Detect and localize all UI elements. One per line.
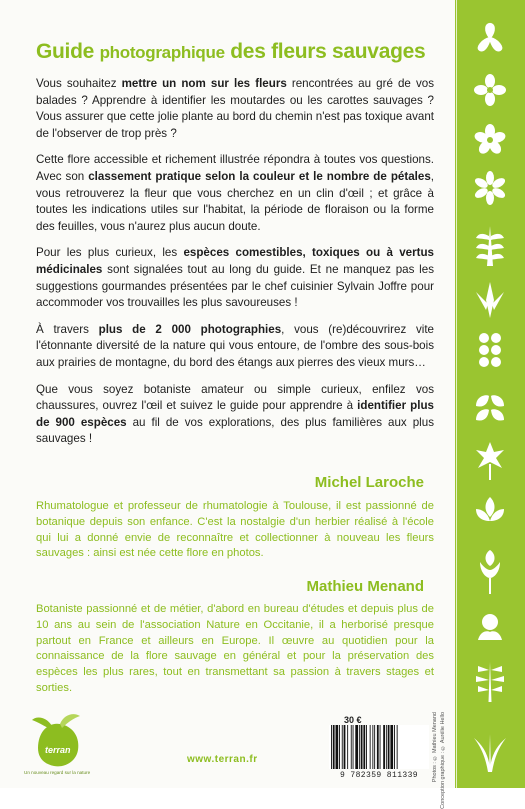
round-leaf-icon — [472, 610, 508, 646]
text: À travers — [36, 322, 99, 336]
text: rencontrées au gré de vos balades ? Apprendre à identifier les moutardes ou les carottes sauvages ? Vous assurer que cette jolie plante au bord du chemin n'est pas toxique avant de l'observer de trop près ? — [36, 77, 434, 140]
four-petal-flower-icon — [472, 72, 508, 108]
page-title — [36, 40, 436, 64]
text: Pour les plus curieux, les — [36, 246, 184, 260]
pinnate-leaf-icon — [472, 222, 508, 270]
title-part-1: Guide — [36, 40, 95, 63]
author-bio-2: Botaniste passionné et de métier, d'abord en bureau d'études et depuis plus de 10 ans au sein de l'association Nature en Occitanie, il a herborisé presque partout en France et ailleurs en Europe. Il œuvre au quotidien pour la connaissance de la flore sauvage en général et pour la préservation des espèces les plus rares, tout en transmettant sa passion à travers stages et sorties. — [36, 603, 434, 694]
paragraph-5 — [36, 382, 434, 448]
bud-flower-icon — [472, 495, 508, 531]
text: sont signalées tout au long du guide. Et ne manquez pas les suggestions gourmandes présentées par le chef cuisinier Sylvain Joffre pour accommoder vos trouvailles les plus savoureuses ! — [36, 262, 434, 310]
author-name-1: Michel Laroche — [314, 474, 424, 491]
highlight: identifier plus de 900 espèces — [36, 399, 434, 429]
text: au fil de vos explorations, des plus familières aux plus sauvages ! — [36, 415, 434, 446]
price: 30 € — [344, 715, 362, 725]
publisher-tagline: Un nouveau regard sur la nature — [24, 770, 91, 775]
paragraph-3 — [36, 245, 434, 311]
photo-credit: Photos : © Mathieu Menand — [432, 712, 438, 783]
barcode — [329, 725, 429, 769]
terran-logo — [30, 710, 86, 770]
five-petal-flower-icon — [472, 122, 508, 158]
paragraph-1 — [36, 76, 434, 142]
design-credit: Conception graphique : © Aurélie Hello — [440, 712, 446, 809]
isbn-number: 9 782359 811339 — [339, 771, 418, 780]
fern-leaf-icon — [472, 660, 508, 704]
sidebar-divider — [456, 0, 457, 788]
text: Que vous soyez botaniste amateur ou simple curieux, enfilez vos chaussures, ouvrez l'œil et suivez le guide pour apprendre à — [36, 382, 434, 413]
text: , vous retrouverez la fleur que vous cherchez en un clin d'œil ; et grâce à toutes les indications utiles sur l'habitat, la période de floraison ou la forme des feuilles, vous n'aurez plus aucun doute. — [36, 169, 435, 233]
grass-icon — [472, 730, 508, 774]
tulip-icon — [472, 548, 508, 596]
highlight: plus de 2 000 photographies — [98, 322, 282, 336]
spiky-leaf-icon — [472, 280, 508, 320]
title-part-2: photographique — [99, 43, 225, 62]
author-bio-1: Rhumatologue et professeur de rhumatologie à Toulouse, il est passionné de botanique depuis son enfance. C'est la nostalgie d'un herbier réalisé à l'école qui lui a donné envie de reconnaître et collectionner à nouveau les fleurs sauvages : ainsi est née cette flore en photos. — [36, 500, 434, 560]
credits — [430, 712, 452, 809]
highlight: espèces comestibles, toxiques ou à vertus médicinales — [36, 246, 434, 276]
title-part-3: des fleurs sauvages — [230, 40, 426, 63]
paragraph-2 — [36, 152, 434, 235]
highlight: mettre un nom sur les fleurs — [121, 77, 287, 90]
author-name-2: Mathieu Menand — [306, 578, 424, 595]
paragraph-4 — [36, 322, 434, 372]
icon-sidebar — [455, 0, 525, 788]
description — [36, 76, 434, 458]
text: Cette flore accessible et richement illustrée répondra à toutes vos questions. Avec son — [36, 153, 434, 183]
highlight: classement pratique selon la couleur et le nombre de pétales — [88, 169, 431, 183]
website-link[interactable]: www.terran.fr — [187, 754, 258, 765]
text: Vous souhaitez — [36, 77, 122, 90]
six-petal-flower-icon — [472, 170, 508, 206]
star-flower-icon — [472, 440, 508, 482]
two-leaves-icon — [472, 390, 508, 426]
trefoil-flower-icon — [472, 20, 508, 56]
text: , vous (re)découvrirez vite l'étonnante diversité de la nature qui vous entoure, de l'ombre des sous-bois aux prairies de montagne, du bord des étangs aux pierres des vieux murs… — [36, 322, 434, 369]
publisher-name: terran — [45, 745, 71, 755]
flower-cluster-icon — [472, 330, 508, 372]
